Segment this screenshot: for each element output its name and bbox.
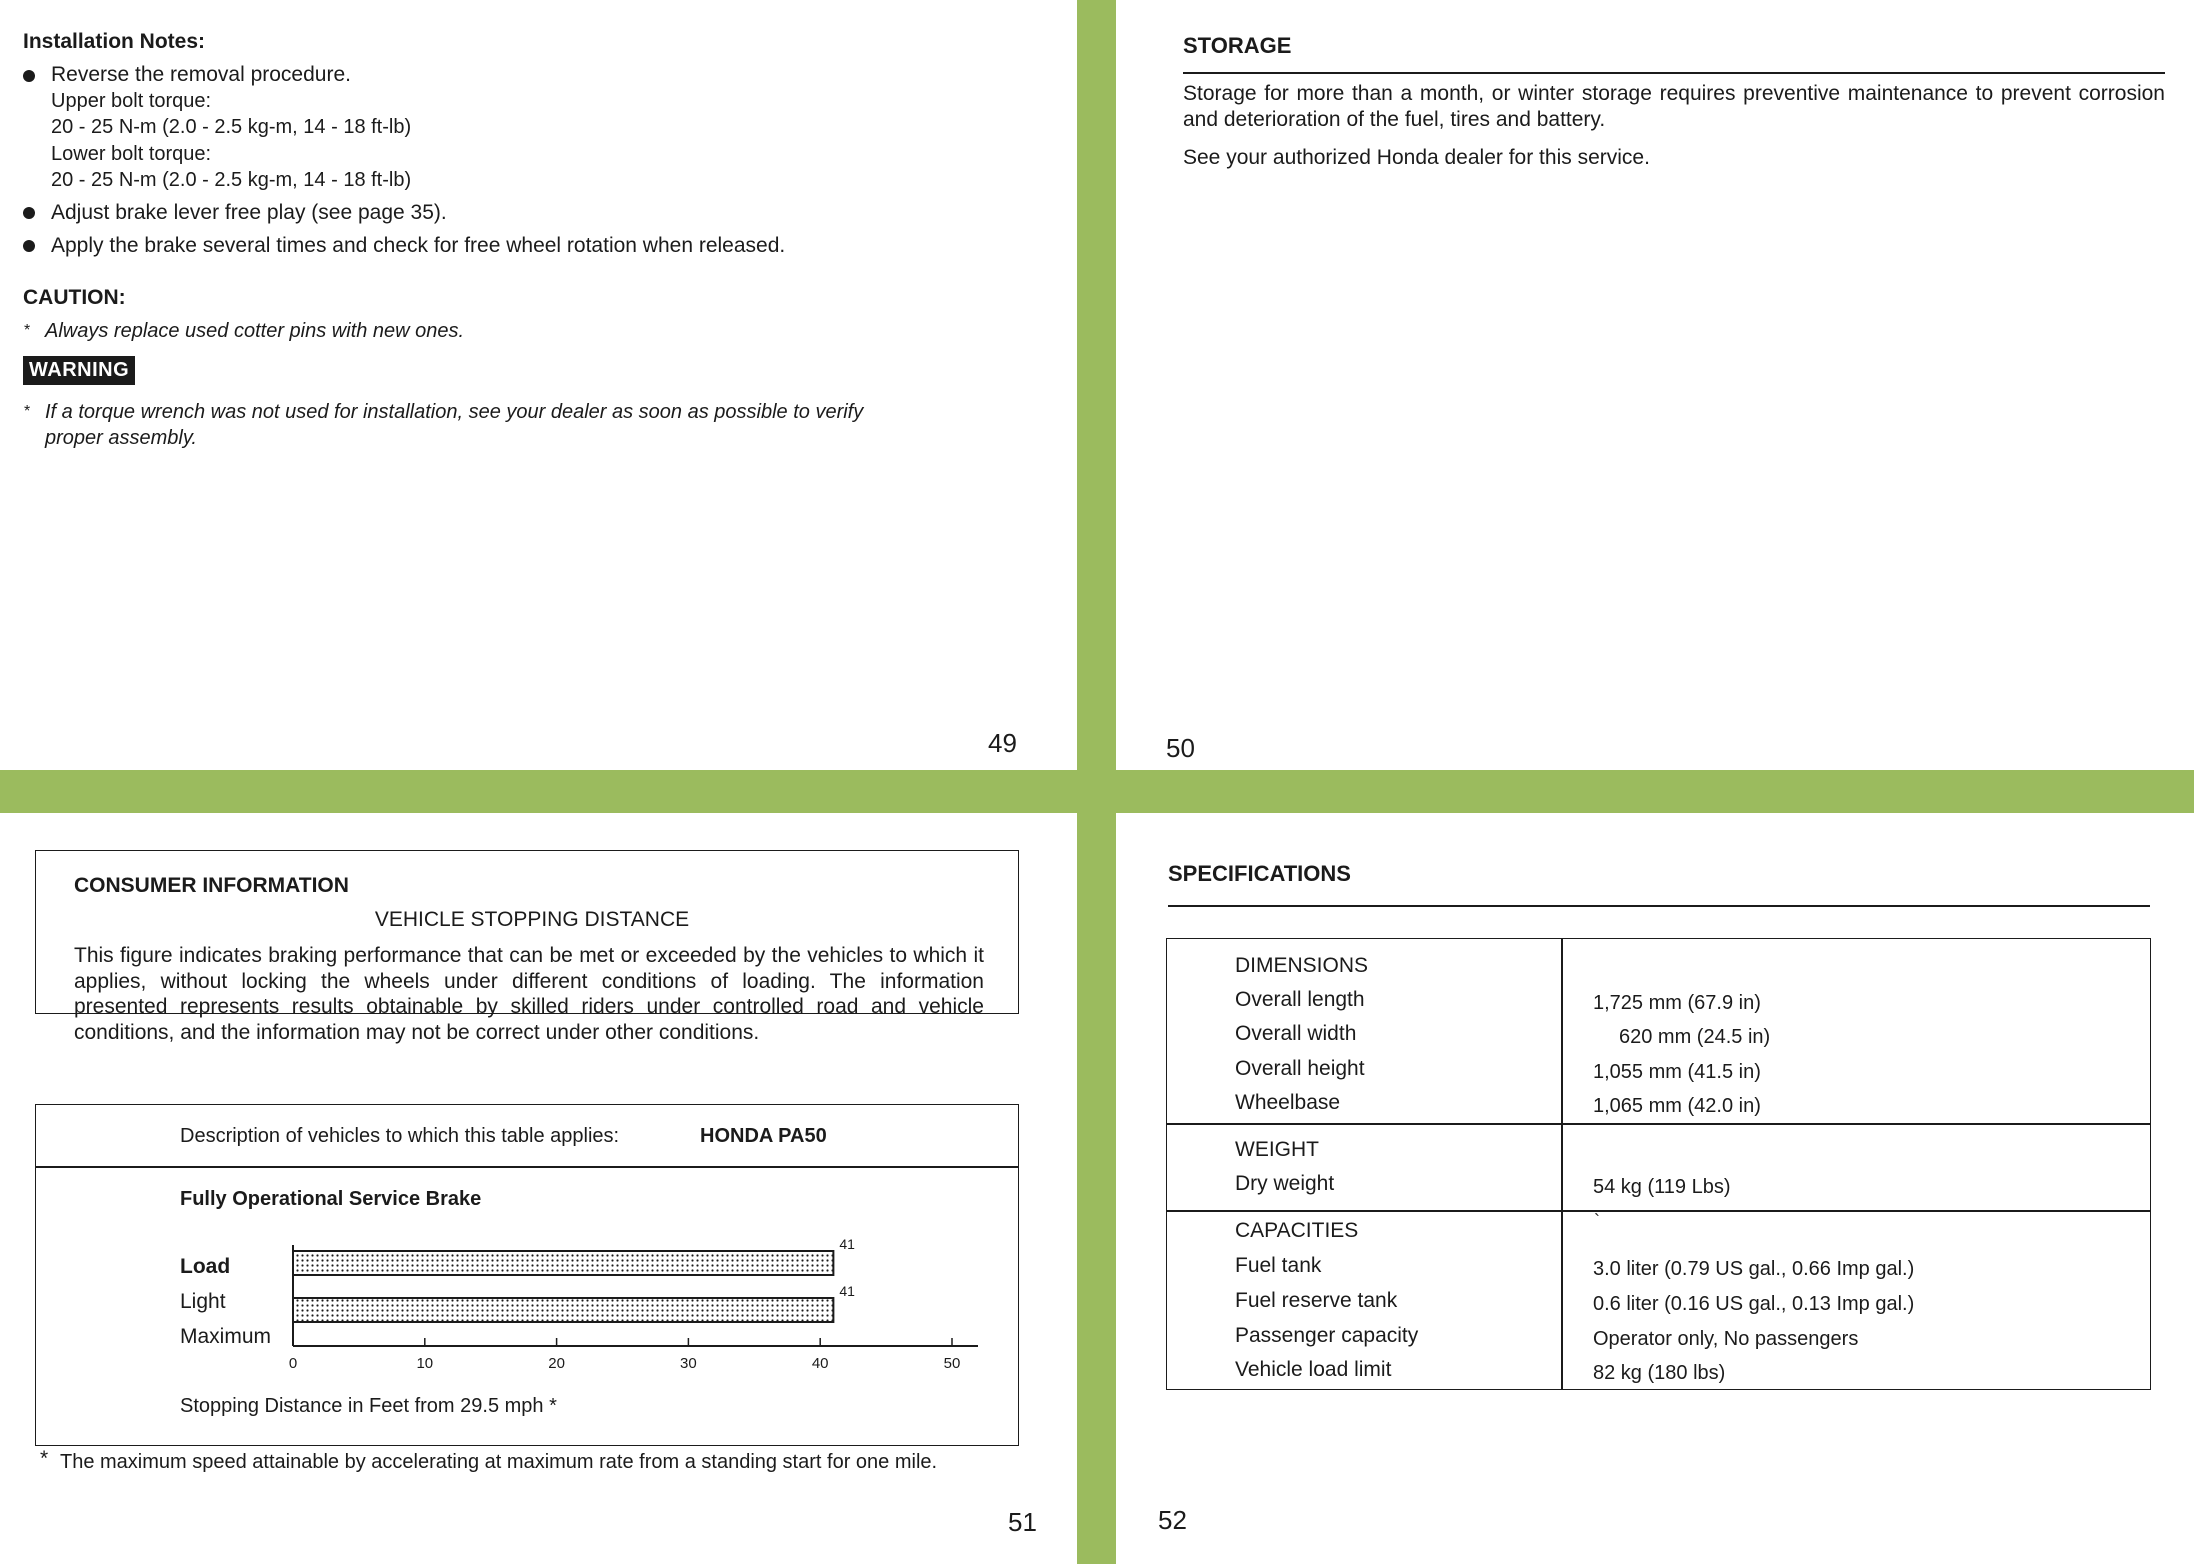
category-label-light: Light <box>180 1290 226 1313</box>
spec-value: 0.6 liter (0.16 US gal., 0.13 Imp gal.) <box>1593 1293 1915 1315</box>
x-tick-label: 30 <box>680 1355 697 1372</box>
spec-label: Overall length <box>1235 988 1365 1011</box>
x-tick-label: 50 <box>943 1355 961 1372</box>
note-item: Apply the brake several times and check for free wheel rotation when released. <box>51 234 786 257</box>
storage-paragraph: See your authorized Honda dealer for this service. <box>1183 146 1650 169</box>
spec-value: 1,725 mm (67.9 in) <box>1593 992 1761 1014</box>
page-number: 51 <box>1008 1507 1037 1537</box>
footnote-mark: * <box>40 1447 49 1470</box>
x-tick-label: 20 <box>548 1355 565 1372</box>
table-row-divider <box>1166 1123 2151 1125</box>
spec-label: Fuel reserve tank <box>1235 1289 1398 1312</box>
bar-data-label: 41 <box>839 1283 855 1299</box>
spec-value: 3.0 liter (0.79 US gal., 0.66 Imp gal.) <box>1593 1258 1915 1280</box>
load-label: Load <box>180 1255 231 1278</box>
note-item: 20 - 25 N-m (2.0 - 2.5 kg-m, 14 - 18 ft-lb) <box>51 116 412 138</box>
heading-rule <box>1183 72 2165 74</box>
warning-text: If a torque wrench was not used for installation, see your dealer as soon as possible to verify <box>45 401 864 423</box>
section-title-weight: WEIGHT <box>1235 1138 1319 1161</box>
storage-paragraph: Storage for more than a month, or winter storage requires preventive maintenance to prevent corrosion and deterioration of the fuel, tires and battery. <box>1183 82 2165 131</box>
note-item: 20 - 25 N-m (2.0 - 2.5 kg-m, 14 - 18 ft-lb) <box>51 169 412 191</box>
description-label: Description of vehicles to which this table applies: <box>180 1125 620 1147</box>
x-tick-label: 0 <box>288 1355 298 1372</box>
table-row-divider <box>1166 1210 2151 1212</box>
brake-heading: Fully Operational Service Brake <box>180 1188 482 1210</box>
caution-heading: CAUTION: <box>23 286 126 309</box>
note-item: Lower bolt torque: <box>51 143 212 165</box>
note-item: Upper bolt torque: <box>51 90 212 112</box>
spec-label: Fuel tank <box>1235 1254 1322 1277</box>
note-item: Adjust brake lever free play (see page 35). <box>51 201 447 224</box>
stopping-distance-subheading: VEHICLE STOPPING DISTANCE <box>374 908 690 931</box>
spec-label: Overall height <box>1235 1057 1365 1080</box>
installation-notes-heading: Installation Notes: <box>23 30 206 53</box>
caution-text: Always replace used cotter pins with new ones. <box>45 320 465 342</box>
spec-value: 1,065 mm (42.0 in) <box>1593 1095 1761 1117</box>
page-number: 49 <box>988 728 1017 758</box>
category-label-maximum: Maximum <box>180 1325 272 1348</box>
consumer-info-text: This figure indicates braking performance that can be met or exceeded by the vehicles to which it applies, without locking the wheels under different conditions of loading. The information presented represents results obtainable by skilled riders under controlled road and vehicle conditions, and the information may not be correct under other conditions. <box>74 944 984 1044</box>
section-title-capacities: CAPACITIES <box>1235 1219 1359 1242</box>
page-49 <box>0 0 1077 770</box>
spec-value: 54 kg (119 Lbs) <box>1593 1176 1731 1198</box>
axis-caption: Stopping Distance in Feet from 29.5 mph * <box>180 1395 557 1417</box>
specifications-heading: SPECIFICATIONS <box>1168 861 1351 886</box>
table-column-divider <box>1561 938 1563 1390</box>
footnote-text: The maximum speed attainable by accelerating at maximum rate from a standing start for one mile. <box>60 1451 938 1473</box>
asterisk-mark: * <box>24 322 31 339</box>
heading-rule <box>1168 905 2150 907</box>
consumer-info-heading: CONSUMER INFORMATION <box>74 874 349 897</box>
spec-value: 82 kg (180 lbs) <box>1593 1362 1726 1384</box>
spec-label: Vehicle load limit <box>1235 1358 1392 1381</box>
spec-value: 1,055 mm (41.5 in) <box>1593 1061 1761 1083</box>
spec-label: Dry weight <box>1235 1172 1335 1195</box>
storage-heading: STORAGE <box>1183 33 1292 58</box>
spec-value-text: 620 mm (24.5 in) <box>1619 1026 1771 1048</box>
page-number: 50 <box>1166 733 1195 763</box>
spec-label: Passenger capacity <box>1235 1324 1419 1347</box>
spec-value <box>1593 1026 1823 1049</box>
bullet-icon <box>23 207 35 219</box>
x-tick-label: 40 <box>811 1355 829 1372</box>
table-divider <box>35 1166 1019 1168</box>
page-52 <box>1116 813 2194 1564</box>
spec-label: Wheelbase <box>1235 1091 1341 1114</box>
bar-data-label: 41 <box>839 1236 855 1252</box>
page-number: 52 <box>1158 1505 1187 1535</box>
spec-value: Operator only, No passengers <box>1593 1328 1859 1350</box>
asterisk-mark: * <box>24 403 31 420</box>
bullet-icon <box>23 240 35 252</box>
page-51 <box>0 813 1077 1564</box>
warning-label: WARNING <box>23 356 135 385</box>
bullet-icon <box>23 70 35 82</box>
section-title-dimensions: DIMENSIONS <box>1235 954 1369 977</box>
x-tick-label: 10 <box>416 1355 434 1372</box>
stray-mark: ` <box>1594 1211 1600 1231</box>
vehicle-name: HONDA PA50 <box>700 1125 827 1147</box>
page-50 <box>1116 0 2194 770</box>
warning-text: proper assembly. <box>45 427 197 449</box>
note-item: Reverse the removal procedure. <box>51 63 351 86</box>
spec-label: Overall width <box>1235 1022 1357 1045</box>
